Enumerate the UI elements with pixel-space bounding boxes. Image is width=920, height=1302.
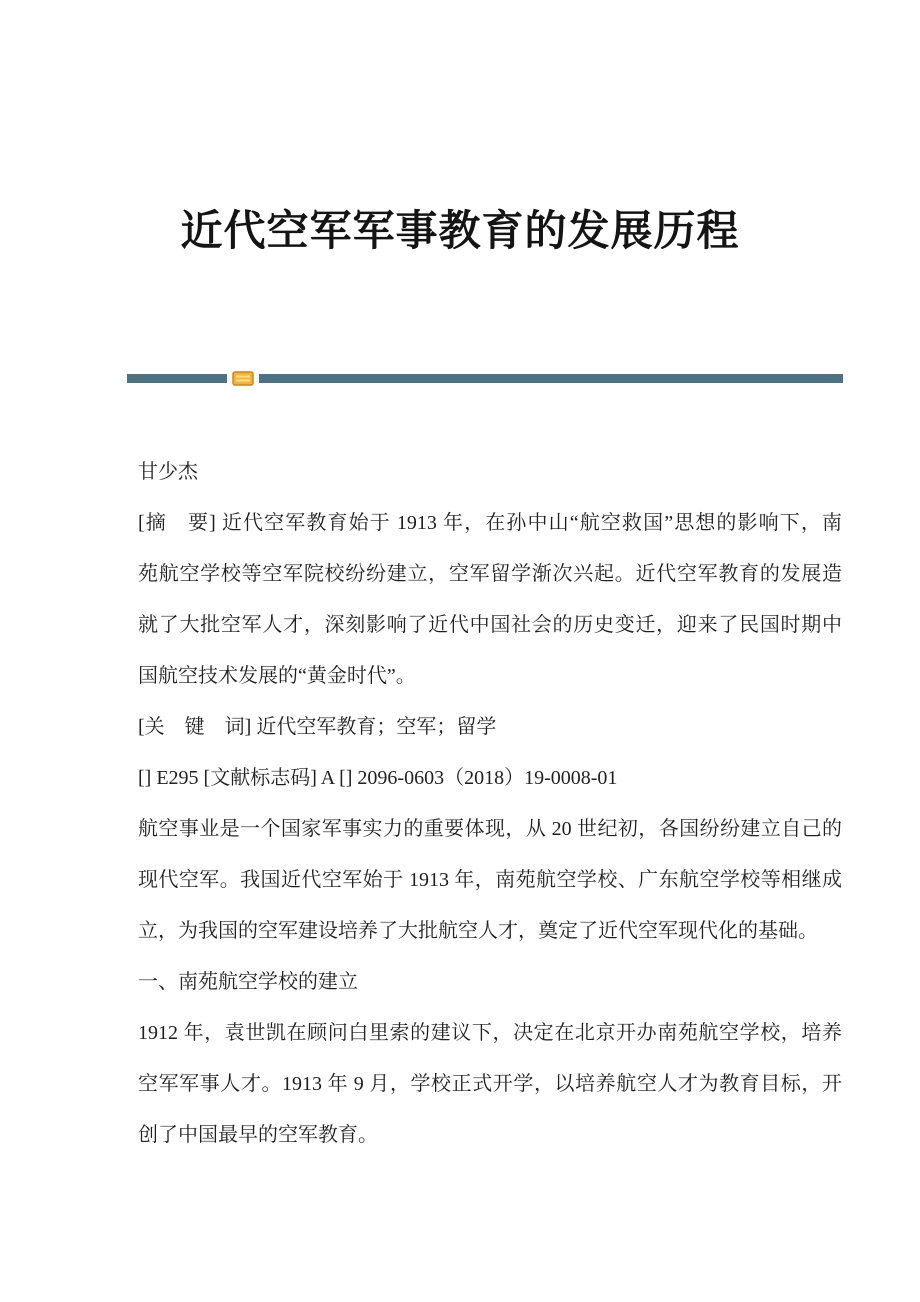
abstract-paragraph xyxy=(138,498,842,702)
abstract-line: 就了大批空军人才，深刻影响了近代中国社会的历史变迁，迎来了民国时期中 xyxy=(138,614,842,636)
abstract-line: [摘 要] 近代空军教育始于 1913 年，在孙中山“航空救国”思想的影响下，南 xyxy=(138,512,842,534)
intro-line: 现代空军。我国近代空军始于 1913 年，南苑航空学校、广东航空学校等相继成 xyxy=(138,869,842,891)
author-name: 甘少杰 xyxy=(138,461,198,483)
intro-paragraph xyxy=(138,804,842,957)
section-paragraph xyxy=(138,1008,842,1161)
intro-line: 航空事业是一个国家军事实力的重要体现，从 20 世纪初，各国纷纷建立自己的 xyxy=(138,818,842,840)
section-line: 空军军事人才。1913 年 9 月，学校正式开学，以培养航空人才为教育目标，开 xyxy=(138,1073,842,1095)
abstract-line: 国航空技术发展的“黄金时代”。 xyxy=(138,665,416,687)
section-heading: 一、南苑航空学校的建立 xyxy=(138,971,358,993)
gold-ornament-icon xyxy=(227,368,259,388)
keywords-line: [关 键 词] 近代空军教育；空军；留学 xyxy=(138,716,497,738)
abstract-line: 苑航空学校等空军院校纷纷建立，空军留学渐次兴起。近代空军教育的发展造 xyxy=(138,563,842,585)
section-line: 创了中国最早的空军教育。 xyxy=(138,1124,378,1146)
intro-line: 立，为我国的空军建设培养了大批航空人才，奠定了近代空军现代化的基础。 xyxy=(138,920,818,942)
classification-line: [] E295 [文献标志码] A [] 2096-0603（2018）19-0008-01 xyxy=(138,767,618,789)
article-title: 近代空军军事教育的发展历程 xyxy=(180,209,740,255)
section-line: 1912 年，袁世凯在顾问白里索的建议下，决定在北京开办南苑航空学校，培养 xyxy=(138,1022,842,1044)
article-body xyxy=(138,447,842,1161)
divider-rule xyxy=(127,374,843,383)
